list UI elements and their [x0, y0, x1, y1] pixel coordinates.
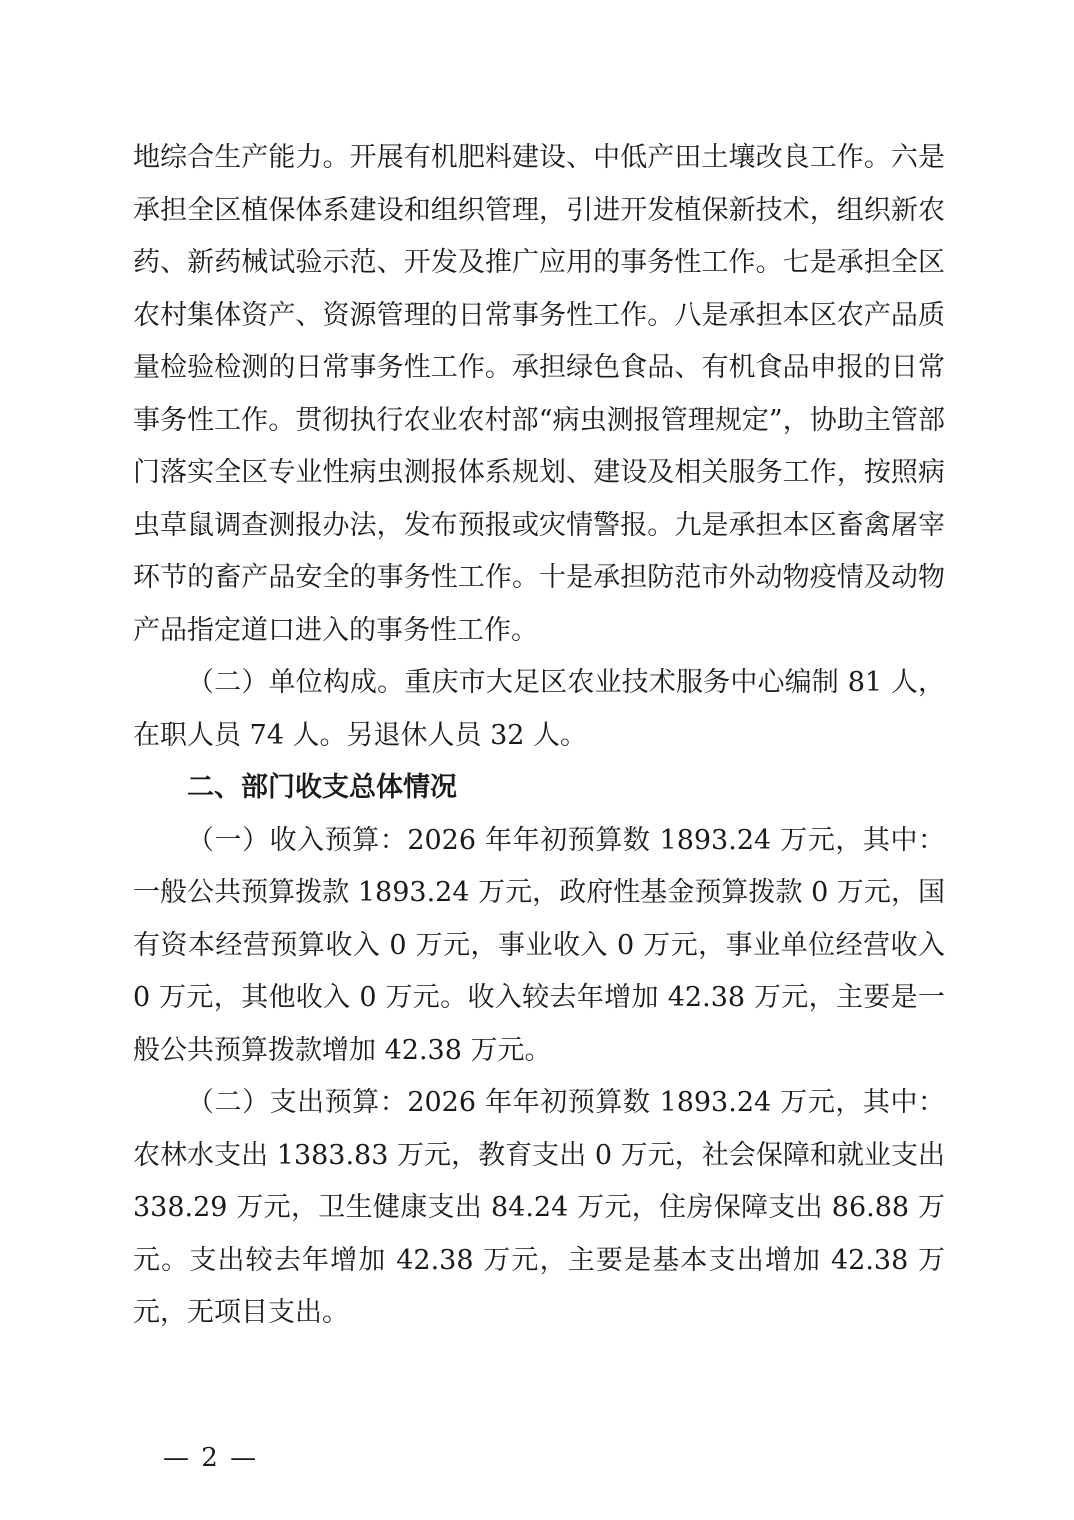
paragraph-text: 地综合生产能力。开展有机肥料建设、中低产田土壤改良工作。六是承担全区植保体系建设和组织管理，引进开发植保新技术，组织新农药、新药械试验示范、开发及推广应用的事务性工作。七是承担全区农村集体资产、资源管理的日常事务性工作。八是承担本区农产品质量检验检测的日常事务性工作。承担绿色食品、有机食品申报的日常事务性工作。贯彻执行农业农村部“病虫测报管理规定”，协助主管部门落实全区专业性病虫测报体系规划、建设及相关服务工作，按照病虫草鼠调查测报办法，发布预报或灾情警报。九是承担本区畜禽屠宰环节的畜产品安全的事务性工作。十是承担防范市外动物疫情及动物产品指定道口进入的事务性工作。: [133, 142, 945, 646]
paragraph-text: 2026 年年初预算数 1893.24 万元，其中：一般公共预算拨款 1893.24 万元，政府性基金预算拨款 0 万元，国有资本经营预算收入 0 万元，事业收入 0 万元，事业单位经营收入 0 万元，其他收入 0 万元。收入较去年增加 42.38 万元，主要是一般公共预算拨款增加 42.38 万元。: [133, 824, 945, 1066]
section-lead-income-budget: （一）收入预算：: [187, 824, 408, 856]
paragraph-income-budget: [133, 815, 945, 1078]
paragraph-expenditure-budget: [133, 1077, 945, 1340]
paragraph-text: 重庆市大足区农业技术服务中心编制 81 人，在职人员 74 人。另退休人员 32 人。: [133, 667, 945, 751]
page-number: — 2 —: [163, 1443, 259, 1473]
paragraph-text: 2026 年年初预算数 1893.24 万元，其中：农林水支出 1383.83 万元，教育支出 0 万元，社会保障和就业支出 338.29 万元，卫生健康支出 84.24 万元，住房保障支出 86.88 万元。支出较去年增加 42.38 万元，主要是基本支出增加 42.38 万元，无项目支出。: [133, 1087, 945, 1328]
section-lead-unit-composition: （二）单位构成。: [187, 667, 405, 698]
section-lead-expenditure-budget: （二）支出预算：: [187, 1087, 408, 1118]
section-heading-revenue-expenditure: [133, 762, 945, 815]
document-body: [133, 132, 945, 1340]
paragraph-unit-composition: [133, 657, 945, 762]
heading-text: 二、部门收支总体情况: [187, 772, 457, 803]
paragraph-responsibilities-continued: [133, 132, 945, 657]
